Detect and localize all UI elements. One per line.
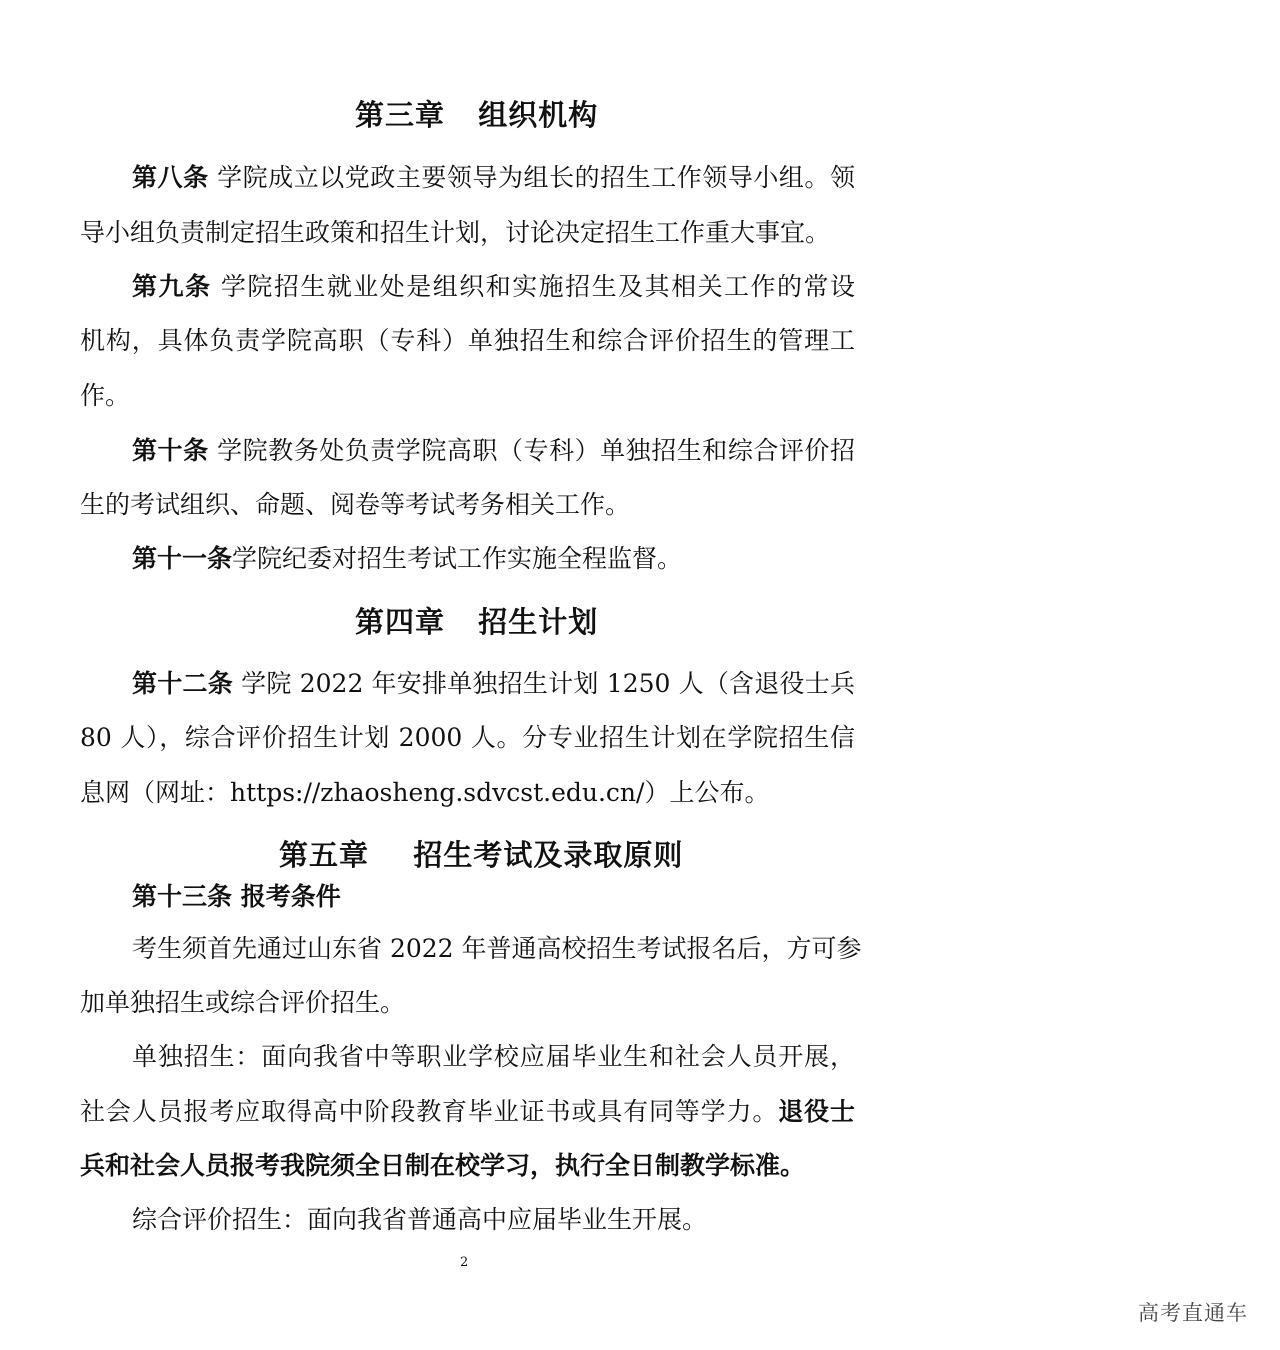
article-12-line-3: 息网（网址：https://zhaosheng.sdvcst.edu.cn/）上公布。	[80, 778, 770, 807]
chapter-4-title: 第四章 招生计划	[355, 605, 599, 639]
article-9-line-2: 机构，具体负责学院高职（专科）单独招生和综合评价招生的管理工	[80, 326, 855, 355]
article-13-p3-line-1: 综合评价招生：面向我省普通高中应届毕业生开展。	[132, 1205, 708, 1234]
article-9-text-1: 学院招生就业处是组织和实施招生及其相关工作的常设	[220, 272, 855, 301]
article-13-label: 第十三条	[132, 882, 233, 911]
article-12-label: 第十二条	[132, 669, 233, 698]
article-11-text-1: 学院纪委对招生考试工作实施全程监督。	[232, 544, 683, 573]
article-9-line-1	[132, 272, 855, 302]
article-13-subtitle: 报考条件	[240, 882, 341, 911]
article-13-p2-line-3: 兵和社会人员报考我院须全日制在校学习，执行全日制教学标准。	[80, 1151, 806, 1180]
article-13-p2-text: 社会人员报考应取得高中阶段教育毕业证书或具有同等学力。	[80, 1097, 779, 1126]
article-13-p2-line-1: 单独招生：面向我省中等职业学校应届毕业生和社会人员开展，	[132, 1042, 855, 1071]
article-13-p2-bold-start: 退役士	[778, 1097, 855, 1126]
article-13-p1-line-1: 考生须首先通过山东省 2022 年普通高校招生考试报名后，方可参	[132, 934, 862, 963]
article-12-text-1: 学院 2022 年安排单独招生计划 1250 人（含退役士兵	[241, 669, 855, 698]
article-9-label: 第九条	[132, 272, 212, 301]
article-8-line-1	[132, 163, 855, 193]
article-10-label: 第十条	[132, 436, 209, 465]
chapter-3-title: 第三章 组织机构	[355, 98, 599, 132]
article-13-heading	[132, 882, 855, 912]
article-10-text-1: 学院教务处负责学院高职（专科）单独招生和综合评价招	[217, 436, 855, 465]
article-12-line-1	[132, 669, 855, 699]
article-13-p1-line-2: 加单独招生或综合评价招生。	[80, 988, 406, 1017]
article-10-line-2: 生的考试组织、命题、阅卷等考试考务相关工作。	[80, 490, 631, 519]
chapter-5-title: 第五章 招生考试及录取原则	[279, 838, 684, 872]
article-10-line-1	[132, 436, 855, 466]
article-8-line-2: 导小组负责制定招生政策和招生计划，讨论决定招生工作重大事宜。	[80, 218, 831, 247]
article-13-p2-line-2	[80, 1097, 855, 1127]
article-8-label: 第八条	[132, 163, 209, 192]
article-11-line-1	[132, 544, 855, 574]
article-12-line-2: 80 人），综合评价招生计划 2000 人。分专业招生计划在学院招生信	[80, 723, 855, 752]
article-9-line-3: 作。	[80, 381, 131, 410]
page-number: 2	[460, 1255, 469, 1270]
article-8-text-1: 学院成立以党政主要领导为组长的招生工作领导小组。领	[217, 163, 855, 192]
watermark-text: 高考直通车	[1138, 1301, 1248, 1325]
article-11-label: 第十一条	[132, 544, 233, 573]
